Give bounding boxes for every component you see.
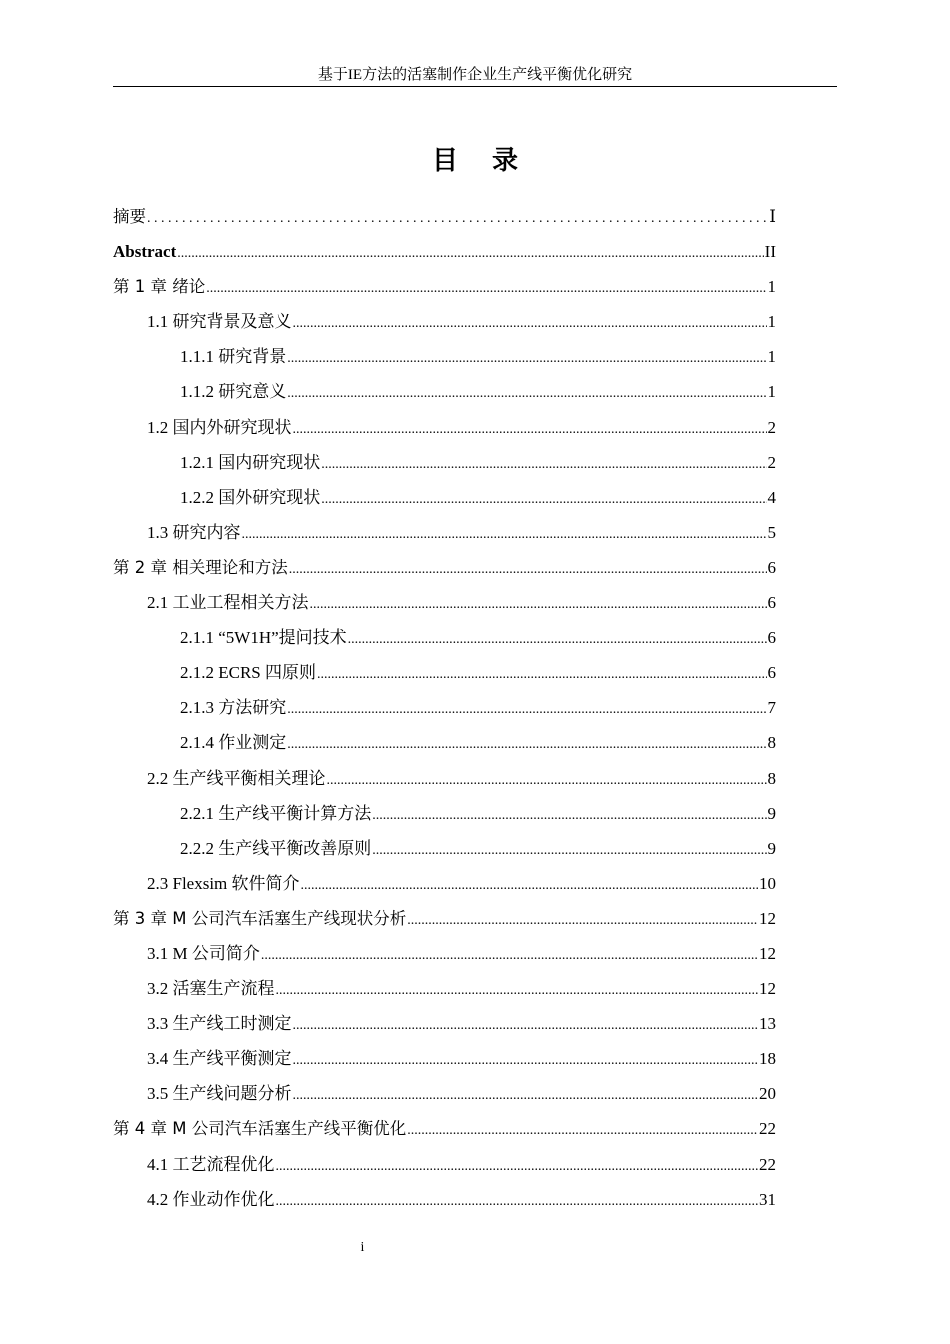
toc-dot-leader: [276, 1149, 759, 1184]
toc-entry-label: 3.5 生产线问题分析: [147, 1084, 292, 1104]
toc-entry-page: 20: [759, 1084, 776, 1104]
toc-entry-label: Abstract: [113, 242, 177, 262]
toc-dot-leader: [321, 482, 766, 517]
toc-entry-page: 9: [767, 838, 776, 858]
toc-entry-page: 6: [767, 593, 776, 613]
toc-dot-leader: [293, 1078, 759, 1113]
toc-entry[interactable]: [113, 234, 776, 269]
toc-dot-leader: [310, 587, 767, 622]
toc-entry[interactable]: [113, 1076, 776, 1111]
toc-entry-page: 8: [767, 733, 776, 753]
toc-entry-page: 8: [767, 768, 776, 788]
toc-dot-leader: [287, 692, 766, 727]
toc-dot-leader: [407, 903, 758, 938]
toc-entry-label: 2.1 工业工程相关方法: [147, 593, 309, 613]
toc-entry[interactable]: [113, 410, 776, 445]
table-of-contents: [113, 199, 776, 1217]
toc-dot-leader: [287, 341, 766, 376]
toc-entry[interactable]: [113, 866, 776, 901]
toc-dot-leader: [287, 376, 766, 411]
toc-entry-page: 12: [759, 908, 776, 928]
toc-entry[interactable]: [113, 550, 776, 585]
toc-entry[interactable]: [113, 690, 776, 725]
toc-entry-label: 第 1 章 绪论: [113, 277, 206, 297]
toc-entry-page: 2: [767, 417, 776, 437]
toc-entry[interactable]: [113, 374, 776, 409]
toc-entry-label: 2.1.4 作业测定: [180, 733, 287, 753]
toc-entry-label: 1.1.1 研究背景: [180, 347, 287, 367]
toc-dot-leader: [317, 657, 766, 692]
toc-entry[interactable]: [113, 725, 776, 760]
toc-entry[interactable]: [113, 620, 776, 655]
toc-entry[interactable]: [113, 480, 776, 515]
toc-entry-page: 6: [767, 663, 776, 683]
toc-entry[interactable]: [113, 1111, 776, 1146]
toc-entry-label: 3.4 生产线平衡测定: [147, 1049, 292, 1069]
toc-entry-page: 10: [759, 873, 776, 893]
toc-dot-leader: [321, 447, 766, 482]
toc-entry[interactable]: [113, 761, 776, 796]
toc-entry-page: 6: [767, 628, 776, 648]
toc-entry[interactable]: [113, 1041, 776, 1076]
toc-entry-label: 2.1.1 “5W1H”提问技术: [180, 628, 347, 648]
toc-entry[interactable]: [113, 339, 776, 374]
toc-entry-label: 1.1.2 研究意义: [180, 382, 287, 402]
toc-entry-page: 1: [767, 347, 776, 367]
toc-entry[interactable]: [113, 304, 776, 339]
toc-dot-leader: [293, 306, 767, 341]
toc-entry-label: 1.2.2 国外研究现状: [180, 487, 321, 507]
toc-dot-leader: [287, 727, 766, 762]
toc-dot-leader: [348, 622, 767, 657]
toc-entry-label: 第 3 章 M 公司汽车活塞生产线现状分析: [113, 908, 407, 928]
toc-dot-leader: [327, 763, 767, 798]
toc-entry-page: 4: [767, 487, 776, 507]
toc-entry-page: 2: [767, 452, 776, 472]
toc-dot-leader: [242, 517, 767, 552]
toc-entry-label: 3.3 生产线工时测定: [147, 1014, 292, 1034]
toc-dot-leader: [372, 798, 766, 833]
toc-entry[interactable]: [113, 655, 776, 690]
toc-entry-page: 1: [767, 277, 776, 297]
toc-dot-leader: [301, 868, 758, 903]
toc-entry[interactable]: [113, 831, 776, 866]
toc-dot-leader: [147, 201, 768, 236]
toc-entry-page: 13: [759, 1014, 776, 1034]
toc-dot-leader: [177, 236, 763, 271]
toc-entry[interactable]: [113, 1182, 776, 1217]
running-header: 基于IE方法的活塞制作企业生产线平衡优化研究: [317, 67, 633, 83]
toc-entry-label: 第 4 章 M 公司汽车活塞生产线平衡优化: [113, 1119, 407, 1139]
toc-entry-label: 3.2 活塞生产流程: [147, 979, 275, 999]
toc-entry-label: 3.1 M 公司简介: [147, 943, 260, 963]
toc-entry-label: 摘要: [113, 207, 146, 226]
toc-entry-page: 18: [759, 1049, 776, 1069]
toc-dot-leader: [407, 1113, 758, 1148]
toc-entry-label: 2.1.2 ECRS 四原则: [180, 663, 317, 683]
toc-entry-page: II: [764, 242, 776, 262]
toc-entry-page: 12: [759, 979, 776, 999]
header-divider: [113, 86, 837, 87]
toc-entry-page: 12: [759, 943, 776, 963]
toc-entry-page: 5: [767, 522, 776, 542]
toc-dot-leader: [276, 1184, 759, 1219]
toc-entry-page: 9: [767, 803, 776, 823]
toc-entry-page: 1: [767, 312, 776, 332]
page-title: 目录: [431, 146, 552, 176]
toc-entry[interactable]: [113, 585, 776, 620]
toc-dot-leader: [206, 271, 766, 306]
toc-dot-leader: [293, 412, 767, 447]
toc-entry[interactable]: [113, 796, 776, 831]
page-number: i: [360, 1240, 365, 1255]
toc-entry-label: 2.2.2 生产线平衡改善原则: [180, 838, 372, 858]
toc-dot-leader: [289, 552, 767, 587]
toc-entry[interactable]: [113, 1147, 776, 1182]
toc-dot-leader: [293, 1008, 759, 1043]
toc-dot-leader: [276, 973, 759, 1008]
toc-entry[interactable]: [113, 515, 776, 550]
toc-entry-label: 4.1 工艺流程优化: [147, 1154, 275, 1174]
toc-entry-label: 2.2.1 生产线平衡计算方法: [180, 803, 372, 823]
toc-entry-label: 1.2.1 国内研究现状: [180, 452, 321, 472]
toc-entry-page: 1: [767, 382, 776, 402]
toc-entry-label: 第 2 章 相关理论和方法: [113, 557, 288, 577]
toc-dot-leader: [261, 938, 758, 973]
toc-entry[interactable]: [113, 936, 776, 971]
toc-dot-leader: [293, 1043, 759, 1078]
toc-entry-label: 4.2 作业动作优化: [147, 1189, 275, 1209]
toc-entry-label: 2.3 Flexsim 软件简介: [147, 873, 300, 893]
toc-entry[interactable]: [113, 971, 776, 1006]
toc-entry-label: 1.3 研究内容: [147, 522, 241, 542]
toc-entry-label: 1.1 研究背景及意义: [147, 312, 292, 332]
toc-entry-page: 31: [759, 1189, 776, 1209]
toc-entry[interactable]: [113, 445, 776, 480]
toc-entry-page: 7: [767, 698, 776, 718]
toc-entry[interactable]: [113, 199, 776, 234]
toc-entry-page: 22: [759, 1119, 776, 1139]
toc-entry[interactable]: [113, 901, 776, 936]
toc-entry-page: 6: [767, 557, 776, 577]
toc-entry[interactable]: [113, 269, 776, 304]
toc-dot-leader: [372, 833, 766, 868]
toc-entry-label: 1.2 国内外研究现状: [147, 417, 292, 437]
toc-entry-label: 2.2 生产线平衡相关理论: [147, 768, 326, 788]
toc-entry[interactable]: [113, 1006, 776, 1041]
toc-entry-page: 22: [759, 1154, 776, 1174]
toc-entry-page: Ⅰ: [769, 207, 776, 226]
toc-entry-label: 2.1.3 方法研究: [180, 698, 287, 718]
